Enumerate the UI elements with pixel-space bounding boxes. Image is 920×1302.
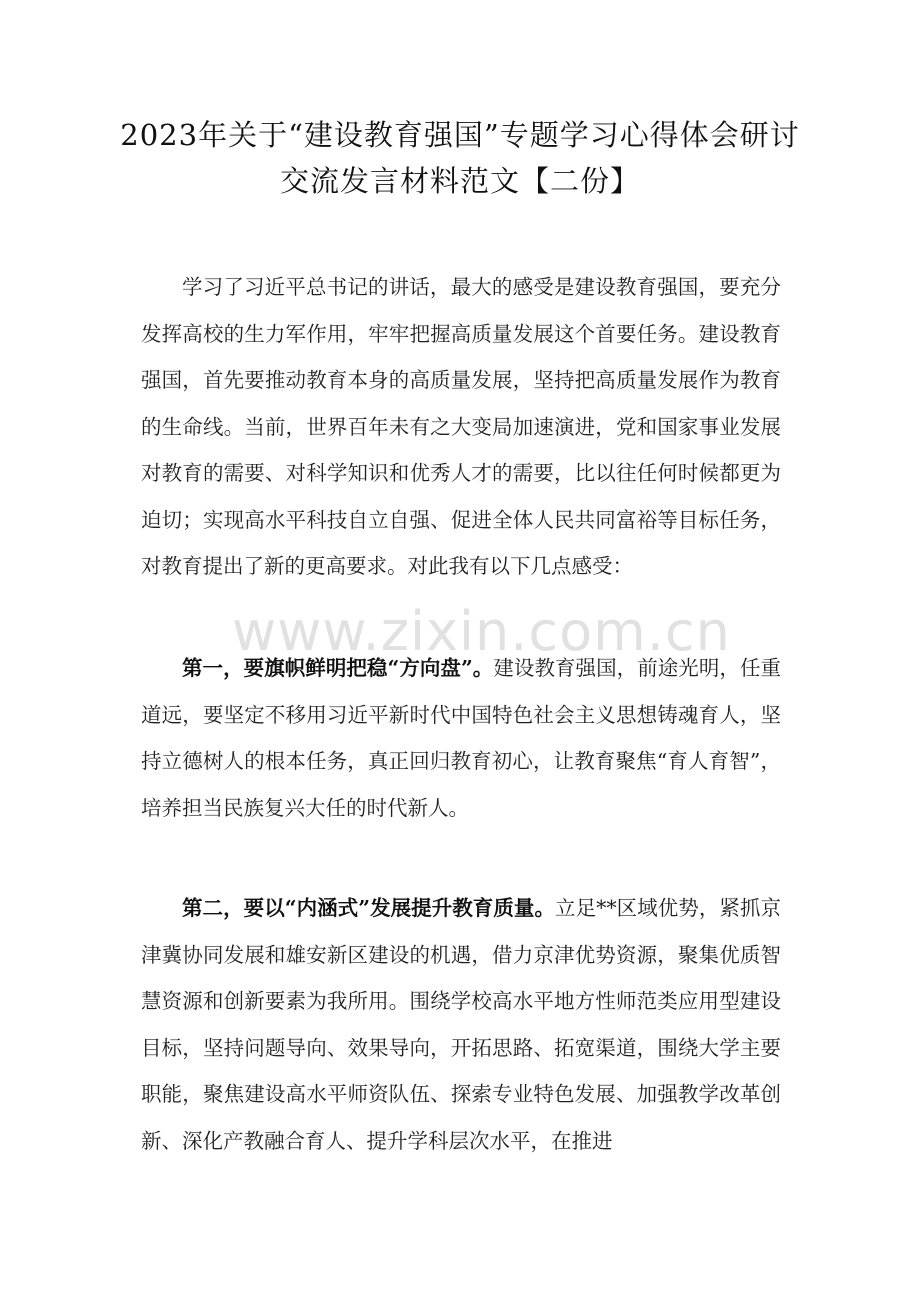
paragraph-intro [141, 264, 781, 590]
paragraph-intro-text: 学习了习近平总书记的讲话，最大的感受是建设教育强国，要充分发挥高校的生力军作用，牢牢把握高质量发展这个首要任务。建设教育强国，首先要推动教育本身的高质量发展，坚持把高质量发展作为教育的生命线。当前，世界百年未有之大变局加速演进，党和国家事业发展对教育的需要、对科学知识和优秀人才的需要，比以往任何时候都更为迫切；实现高水平科技自立自强、促进全体人民共同富裕等目标任务，对教育提出了新的更高要求。对此我有以下几点感受： [141, 275, 781, 578]
paragraph-second-point [141, 885, 781, 1164]
title-line-1: 2023年关于“建设教育强国”专题学习心得体会研讨 [120, 118, 800, 152]
document-title [120, 112, 800, 204]
title-line-2: 交流发言材料范文【二份】 [279, 164, 640, 198]
paragraph-second-point-text: 立足**区域优势，紧抓京津冀协同发展和雄安新区建设的机遇，借力京津优势资源，聚集优质智慧资源和创新要素为我所用。围绕学校高水平地方性师范类应用型建设目标，坚持问题导向、效果导向，开拓思路、拓宽渠道，围绕大学主要职能，聚焦建设高水平师资队伍、探索专业特色发展、加强教学改革创新、深化产教融合育人、提升学科层次水平，在推进 [141, 896, 782, 1153]
paragraph-first-point-heading: 第一，要旗帜鲜明把稳“方向盘”。 [182, 656, 494, 680]
paragraph-first-point [141, 645, 781, 831]
paragraph-second-point-heading: 第二，要以“内涵式”发展提升教育质量。 [182, 896, 556, 920]
watermark: www.zixin.com.cn [232, 600, 731, 663]
paragraph-first-point-text: 建设教育强国，前途光明，任重道远，要坚定不移用习近平新时代中国特色社会主义思想铸魂育人，坚持立德树人的根本任务，真正回归教育初心，让教育聚焦“育人育智”，培养担当民族复兴大任的时代新人。 [141, 656, 781, 820]
